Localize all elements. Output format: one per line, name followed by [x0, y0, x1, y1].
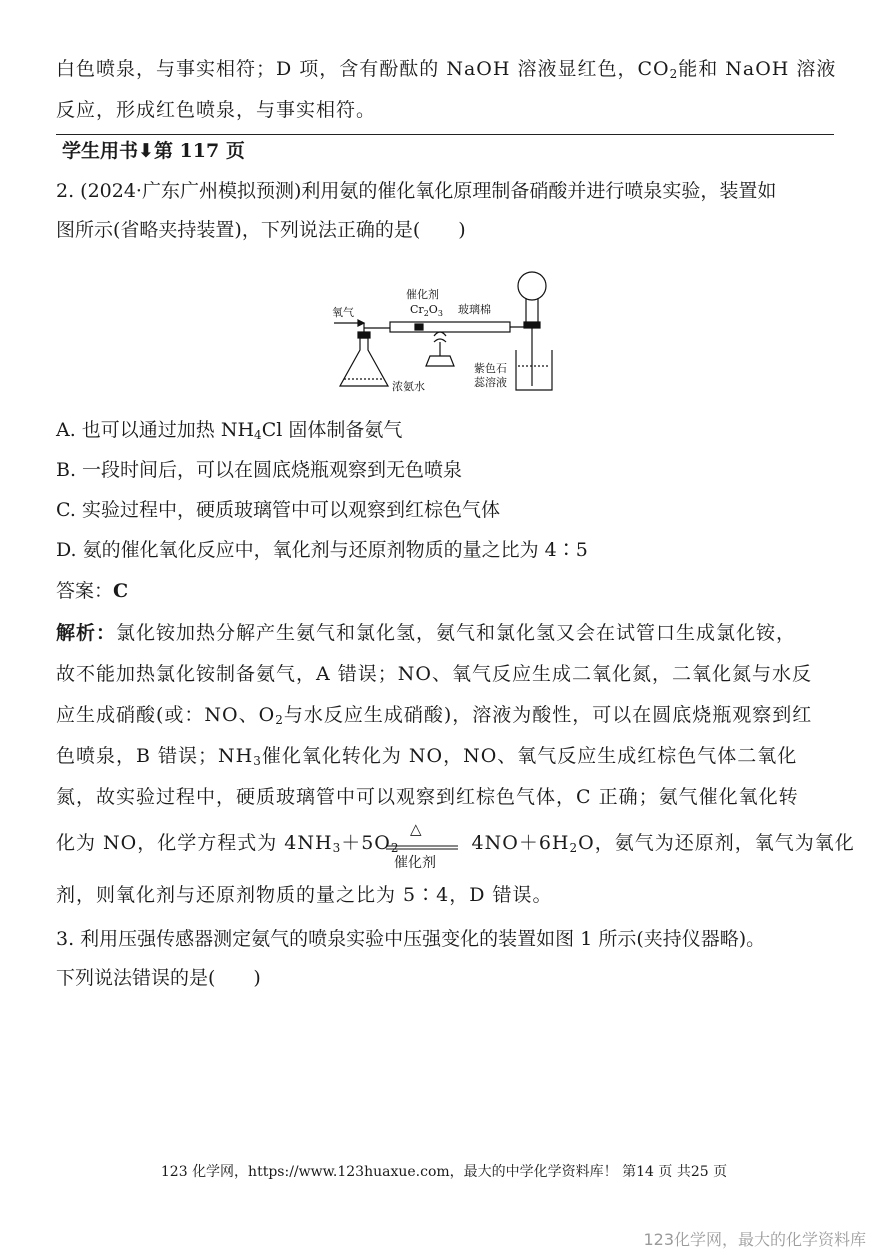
catalyst-label: 催化剂 [406, 288, 439, 301]
analysis-line: 氮，故实验过程中，硬质玻璃管中可以观察到红棕色气体，C 正确；氨气催化氧化转 [56, 786, 799, 808]
analysis-line-equation: 化为 NO，化学方程式为 $4NH_3+5O_2$ $4NO+6H_2O$，氨气为还原剂，氧气为氧化 [56, 832, 855, 855]
apparatus-figure [330, 258, 560, 400]
heat-triangle: △ [410, 820, 422, 838]
answer: 答案：C [56, 580, 129, 602]
section-reference: 学生用书⬇第 117 页 [62, 140, 245, 162]
page-footer: 123 化学网，https://www.123huaxue.com，最大的中学化学资料库！ 第14 页 共25 页 [160, 1164, 728, 1180]
question-2-stem: 2. (2024·广东广州模拟预测)利用氨的催化氧化原理制备硝酸并进行喷泉实验，装置如 [56, 180, 777, 202]
down-arrow-icon: ⬇ [138, 140, 154, 162]
analysis-line: 剂，则氧化剂与还原剂物质的量之比为 5∶4，D 错误。 [56, 884, 553, 906]
paragraph-line: 反应，形成红色喷泉，与事实相符。 [56, 99, 377, 121]
analysis-line: 色喷泉，B 错误；$NH_3$催化氧化转化为 NO，NO、氧气反应生成红棕色气体二氧化 [56, 745, 798, 768]
reaction-catalyst: 催化剂 [394, 855, 436, 871]
analysis-line: 应生成硝酸(或：NO、$O_2$与水反应生成硝酸)，溶液为酸性，可以在圆底烧瓶观察到红 [56, 704, 813, 727]
glass-tube [390, 322, 528, 332]
alcohol-lamp [426, 332, 454, 366]
analysis-line: 解析：氯化铵加热分解产生氨气和氯化氢，氨气和氯化氢又会在试管口生成氯化铵， [56, 622, 797, 644]
analysis-line: 故不能加热氯化铵制备氨气，A 错误；NO、氧气反应生成二氧化氮，二氧化氮与水反 [56, 663, 812, 685]
option-d: D. 氨的催化氧化反应中，氧化剂与还原剂物质的量之比为 4∶5 [56, 539, 588, 561]
watermark: 123化学网，最大的化学资料库 [643, 1230, 866, 1249]
glass-wool-label: 玻璃棉 [458, 303, 491, 316]
question-2-stem: 图所示(省略夹持装置)，下列说法正确的是( ) [56, 219, 466, 241]
reaction-double-line [386, 845, 458, 851]
option-c: C. 实验过程中，硬质玻璃管中可以观察到红棕色气体 [56, 499, 500, 521]
cr2o3-label: $Cr_2O_3$ [410, 303, 443, 318]
beaker [516, 350, 552, 390]
option-a: A. 也可以通过加热 $NH_4Cl$ 固体制备氨气 [56, 419, 403, 442]
section-divider [56, 134, 834, 135]
question-3-stem: 3. 利用压强传感器测定氨气的喷泉实验中压强变化的装置如图 1 所示(夹持仪器略)。 [56, 928, 766, 950]
litmus-label-1: 紫色石 [474, 362, 507, 375]
oxygen-inlet-tube [334, 320, 364, 326]
question-3-stem: 下列说法错误的是( ) [56, 967, 261, 989]
paragraph-line: 白色喷泉，与事实相符；D 项，含有酚酞的 NaOH 溶液显红色，$CO_2$能和 NaOH 溶液 [56, 58, 837, 81]
ammonia-label: 浓氨水 [392, 380, 425, 393]
option-b: B. 一段时间后，可以在圆底烧瓶观察到无色喷泉 [56, 459, 463, 481]
ammonia-flask [340, 323, 390, 386]
fountain-flask [518, 272, 546, 386]
oxygen-label: 氧气 [332, 306, 354, 319]
litmus-label-2: 蕊溶液 [474, 376, 507, 389]
